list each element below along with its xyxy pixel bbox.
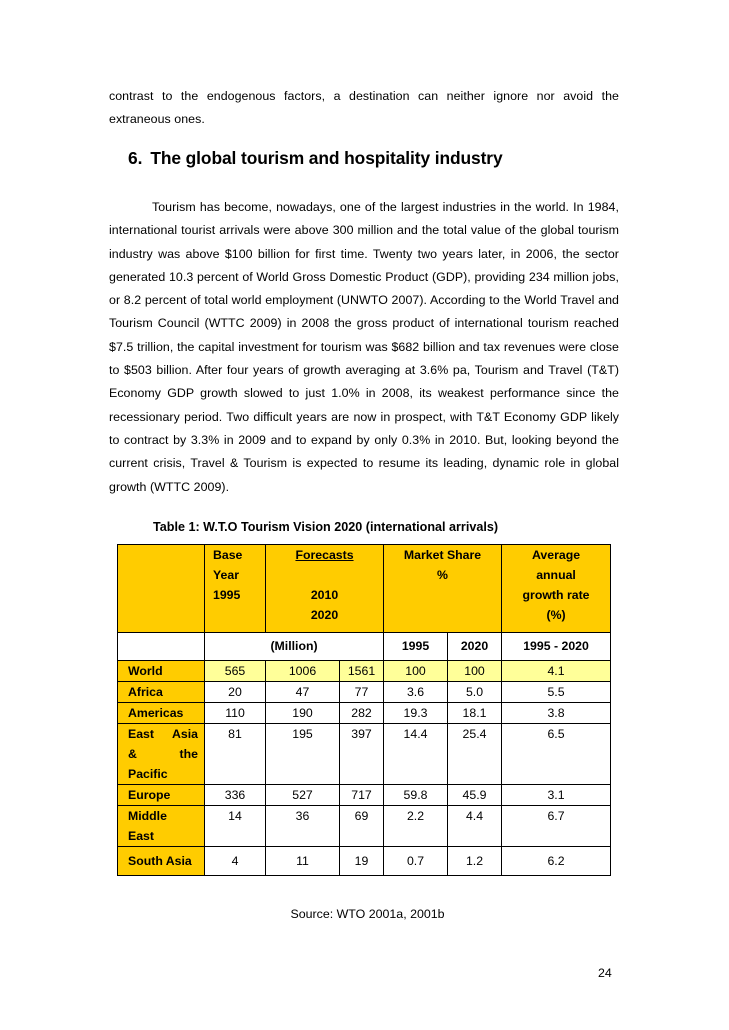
table-source: Source: WTO 2001a, 2001b xyxy=(290,907,445,921)
table-row: World 565 1006 1561 100 100 4.1 xyxy=(118,661,611,682)
header-empty-cell xyxy=(118,545,205,633)
table-units-row xyxy=(118,633,611,661)
section-number: 6. xyxy=(128,148,143,168)
units-share-2020: 2020 xyxy=(448,633,502,661)
paragraph-tourism-text: Tourism has become, nowadays, one of the largest industries in the world. In 1984, international tourist arrivals were above 300 million and the total value of the global tourism industry was above $100 billion for first time. Twenty two years later, in 2006, the sector generated 10.3 percent of World Gross Domestic Product (GDP), providing 234 million jobs, or 8.2 percent of total world employment (UNWTO 2007). According to the World Travel and Tourism Council (WTTC 2009) in 2008 the gross product of international tourism reached $7.5 trillion, the capital investment for tourism was $682 billion and tax revenues were close to $503 billion. After four years of growth averaging at 3.6% pa, Tourism and Travel (T&T) Economy GDP growth slowed to just 1.0% in 2008, its weakest performance since the recessionary period. Two difficult years are now in prospect, with T&T Economy GDP likely to contract by 3.3% in 2009 and to expand by only 0.3% in 2010. But, looking beyond the current crisis, Travel & Tourism is expected to resume its leading, dynamic role in global growth (WTTC 2009). xyxy=(109,200,619,494)
units-million: (Million) xyxy=(205,633,384,661)
paragraph-continuation: contrast to the endogenous factors, a destination can neither ignore nor avoid the extraneous ones. xyxy=(109,89,619,127)
header-base-year: Base Year 1995 xyxy=(205,545,266,633)
table-caption xyxy=(153,520,498,534)
table-header-row xyxy=(118,545,611,633)
table-row: Europe 336 527 717 59.8 45.9 3.1 xyxy=(118,785,611,806)
header-forecasts: Forecasts 2010 2020 xyxy=(266,545,384,633)
header-growth-rate: Average annual growth rate (%) xyxy=(502,545,611,633)
paragraph-tourism-industry xyxy=(109,196,619,499)
table-row: Africa 20 47 77 3.6 5.0 5.5 xyxy=(118,682,611,703)
table-row: Americas 110 190 282 19.3 18.1 3.8 xyxy=(118,703,611,724)
region-east-asia: East Asia & the Pacific xyxy=(118,724,205,785)
section-title: The global tourism and hospitality industry xyxy=(150,148,503,168)
section-heading xyxy=(128,148,503,169)
units-growth-period: 1995 - 2020 xyxy=(502,633,611,661)
table-caption-text: : W.T.O Tourism Vision 2020 (international arrivals) xyxy=(195,520,499,534)
table-row: East Asia & the Pacific 81 195 397 14.4 25.4 6.5 xyxy=(118,724,611,785)
table-row: Middle East 14 36 69 2.2 4.4 6.7 xyxy=(118,806,611,847)
table-caption-label: Table 1 xyxy=(153,520,196,534)
header-market-share: Market Share % xyxy=(384,545,502,633)
tourism-vision-table xyxy=(117,544,611,876)
page-number: 24 xyxy=(598,966,612,980)
region-middle-east: Middle East xyxy=(118,806,205,847)
units-share-1995: 1995 xyxy=(384,633,448,661)
table-row: South Asia 4 11 19 0.7 1.2 6.2 xyxy=(118,847,611,876)
